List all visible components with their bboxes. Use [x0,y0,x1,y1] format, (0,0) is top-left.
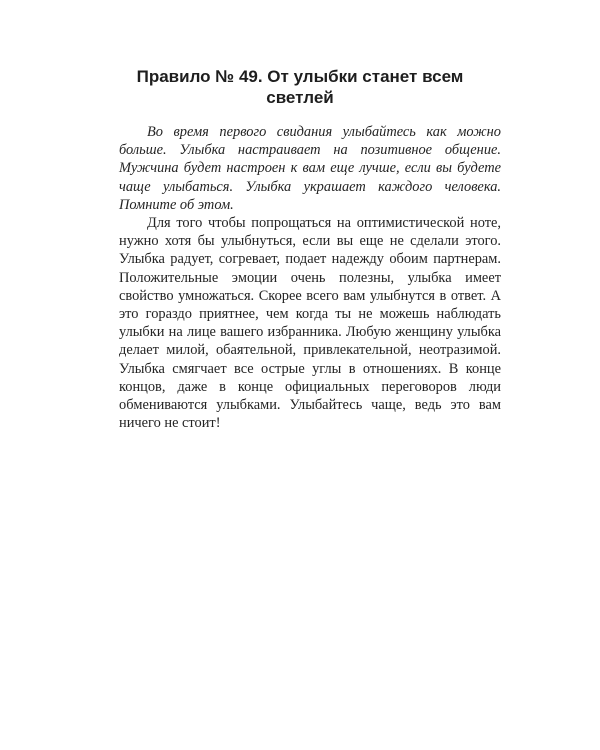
rule-body [119,123,501,432]
intro-paragraph: Во время первого свидания улыбайтесь как можно больше. Улыбка настраивает на позитивное общение. Мужчина будет настроен к вам еще лучше, если вы будете чаще улыбаться. Улыбка украшает каждого человека. Помните об этом. [119,124,501,213]
main-paragraph: Для того чтобы попрощаться на оптимистической ноте, нужно хотя бы улыбнуться, если вы еще не сделали этого. Улыбка радует, согревает, подает надежду обоим партнерам. Положительные эмоции очень полезны, улыбка имеет свойство умножаться. Скорее всего вам улыбнутся в ответ. А это гораздо приятнее, чем когда ты не можешь наблюдать улыбки на лице вашего избранника. Любую женщину улыбка делает милой, обаятельной, привлекательной, неотразимой. Улыбка смягчает все острые углы в отношениях. В конце концов, даже в конце официальных переговоров люди обмениваются улыбками. Улыбайтесь чаще, ведь это вам ничего не стоит! [119,215,501,432]
rule-title: Правило № 49. От улыбки станет всем светлей [136,67,464,107]
